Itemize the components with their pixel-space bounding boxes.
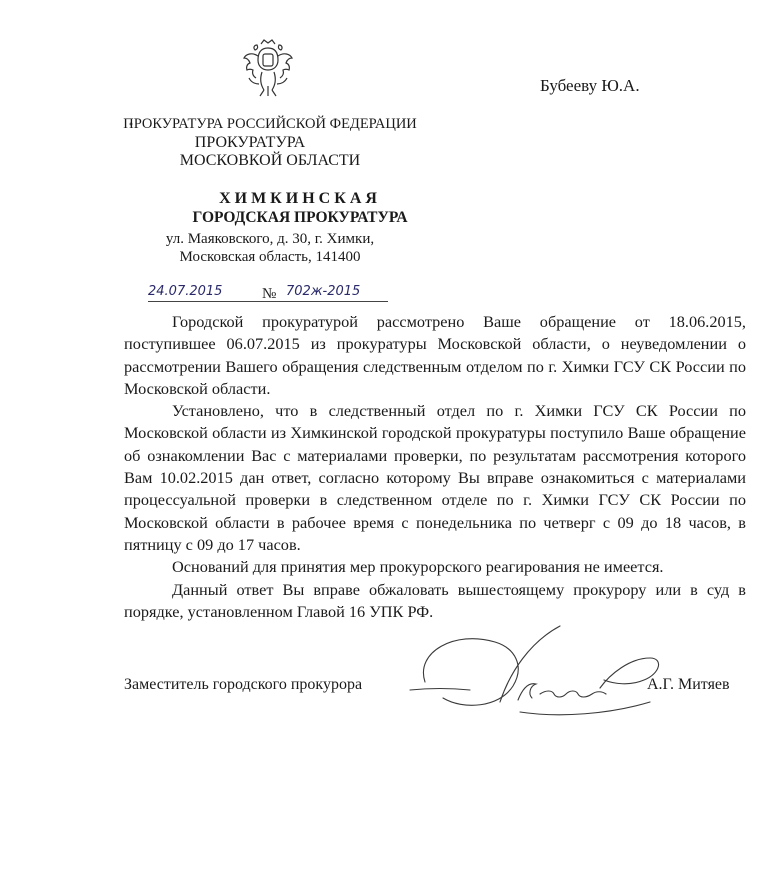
body-paragraph-4: Данный ответ Вы вправе обжаловать вышестоящему прокурору или в суд в порядке, установленном Главой 16 УПК РФ. (124, 579, 746, 621)
office-name-line2: ГОРОДСКАЯ ПРОКУРАТУРА (192, 209, 408, 226)
org-line-federation: ПРОКУРАТУРА РОССИЙСКОЙ ФЕДЕРАЦИИ (123, 116, 417, 132)
letter-body (124, 311, 746, 623)
body-paragraph-1: Городской прокуратурой рассмотрено Ваше обращение от 18.06.2015, поступившее 06.07.2015 из прокуратуры Московской области, о неуведомлении о рассмотрении Вашего обращения следственным отделом по г. Химки ГСУ СК России по Московской области. (124, 312, 746, 398)
reference-underline (148, 301, 388, 302)
signatory-position: Заместитель городского прокурора (124, 676, 363, 693)
address-line1: ул. Маяковского, д. 30, г. Химки, (165, 231, 375, 247)
double-headed-eagle-emblem-icon (241, 38, 295, 100)
reference-number-label: № (262, 286, 277, 302)
reference-number: 702ж-2015 (286, 284, 361, 299)
reference-line (148, 284, 388, 304)
signatory-name: А.Г. Митяев (647, 676, 730, 693)
org-line-prokuratura: ПРОКУРАТУРА (194, 134, 306, 151)
org-line-region: МОСКОВКОЙ ОБЛАСТИ (179, 152, 361, 169)
handwritten-signature-icon (400, 612, 670, 722)
body-paragraph-3: Оснований для принятия мер прокурорского реагирования не имеется. (172, 557, 664, 577)
body-paragraph-2: Установлено, что в следственный отдел по г. Химки ГСУ СК России по Московской области из Химкинской городской прокуратуры поступило Ваше обращение об ознакомлении Вас с материалами проверки, по результатам рассмотрения которого Вам 10.02.2015 дан ответ, согласно которому Вы вправе ознакомиться с материалами процессуальной проверки в следственном отделе по г. Химки ГСУ СК России по Московской области в рабочее время с понедельника по четверг с 09 до 18 часов, в пятницу с 09 до 17 часов. (124, 401, 746, 554)
recipient-name: Бубееву Ю.А. (540, 76, 640, 95)
reference-date: 24.07.2015 (148, 284, 223, 299)
address-line2: Московская область, 141400 (179, 249, 361, 265)
office-name-line1: ХИМКИНСКАЯ (219, 190, 381, 207)
